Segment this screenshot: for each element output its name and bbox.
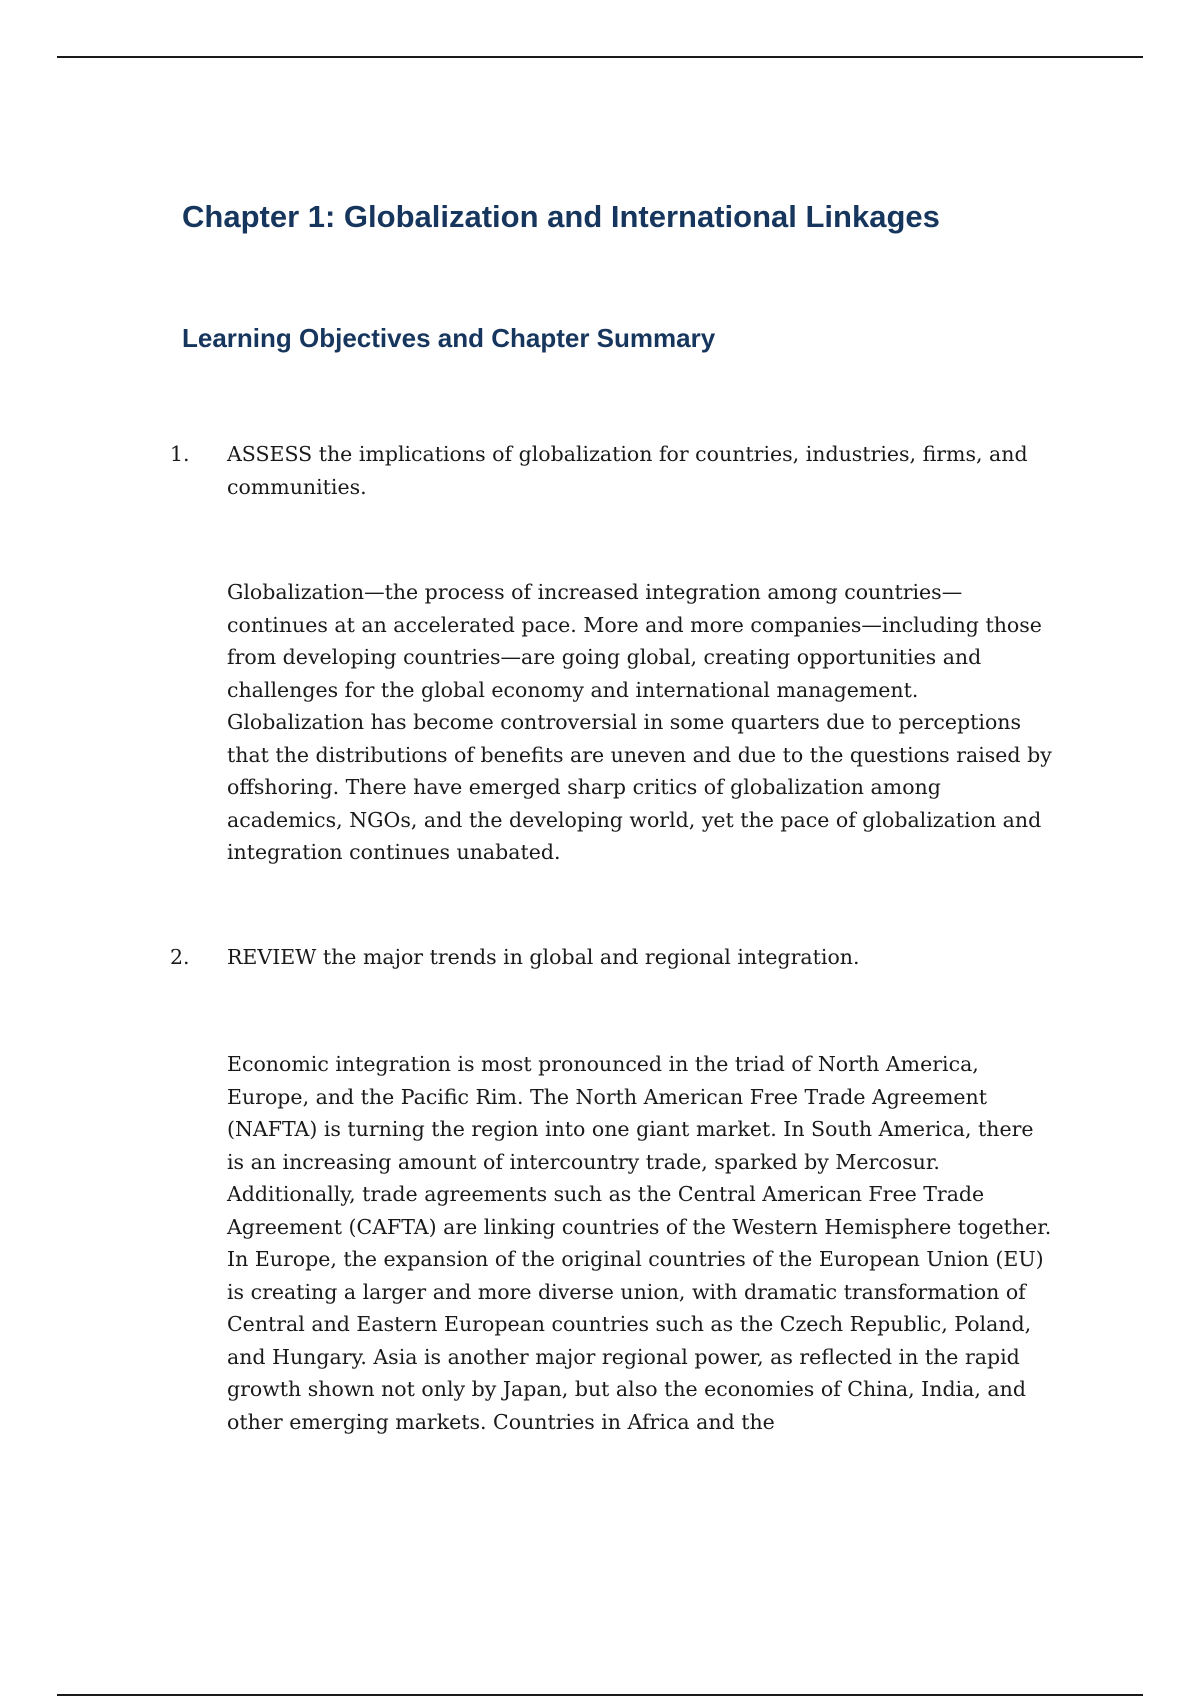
footer-rule (57, 1694, 1143, 1696)
objective-number: 2. (170, 945, 190, 969)
header-rule (57, 56, 1143, 58)
chapter-title: Chapter 1: Globalization and International Linkages (182, 199, 940, 234)
objective-heading: REVIEW the major trends in global and regional integration. (227, 945, 860, 969)
section-title: Learning Objectives and Chapter Summary (182, 323, 716, 353)
objective-summary-paragraph: Economic integration is most pronounced in the triad of North America, Europe, and the Pacific Rim. The North American Free Trade Agreement (NAFTA) is turning the region into one giant market. In South America, there is an increasing amount of intercountry trade, sparked by Mercosur. Additionally, trade agreements such as the Central American Free Trade Agreement (CAFTA) are linking countries of the Western Hemisphere together. In Europe, the expansion of the original countries of the European Union (EU) is creating a larger and more diverse union, with dramatic transformation of Central and Eastern European countries such as the Czech Republic, Poland, and Hungary. Asia is another major regional power, as reflected in the rapid growth shown not only by Japan, but also the economies of China, India, and other emerging markets. Countries in Africa and the (227, 1052, 1052, 1434)
objective-heading: ASSESS the implications of globalization for countries, industries, firms, and communities. (227, 442, 1028, 499)
objective-summary-paragraph: Globalization—the process of increased integration among countries—continues at an accelerated pace. More and more companies—including those from developing countries—are going global, creating opportunities and challenges for the global economy and international management. Globalization has become controversial in some quarters due to perceptions that the distributions of benefits are uneven and due to the questions raised by offshoring. There have emerged sharp critics of globalization among academics, NGOs, and the developing world, yet the pace of globalization and integration continues unabated. (227, 580, 1052, 864)
objective-number: 1. (170, 442, 190, 466)
